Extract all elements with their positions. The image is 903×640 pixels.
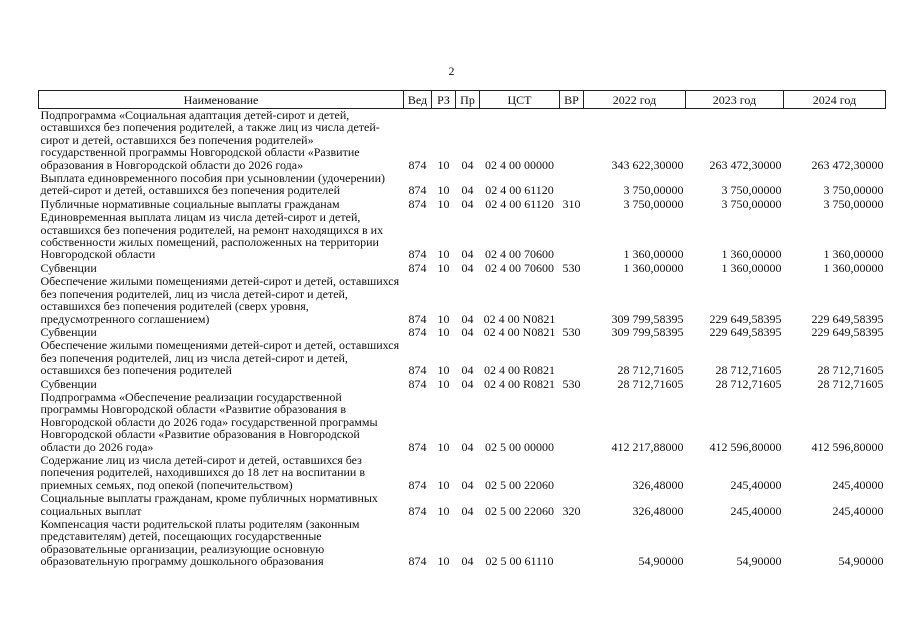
- table-row: [39, 339, 886, 377]
- cell-pr: 04: [461, 554, 474, 569]
- table-row: [39, 198, 886, 211]
- cell-2023: 263 472,30000: [709, 157, 782, 172]
- header-2022: 2022 год: [584, 91, 686, 109]
- cell-rz: 10: [437, 196, 450, 211]
- table-row: [39, 391, 886, 454]
- table-row: [39, 454, 886, 492]
- table-row: [39, 211, 886, 262]
- header-pr: Пр: [456, 91, 480, 109]
- cell-2023: 245,40000: [730, 503, 782, 518]
- cell-2024: 54,90000: [838, 554, 884, 569]
- cell-rz: 10: [437, 157, 450, 172]
- cell-pr: 04: [461, 196, 474, 211]
- cell-vr: 530: [562, 376, 581, 391]
- cell-2022: 3 750,00000: [623, 196, 684, 211]
- cell-vr: 310: [562, 196, 581, 211]
- cell-name: Содержание лиц из числа детей-сирот и детей, оставшихся без попечения родителей, находившихся до 18 лет на воспитании в приемных семьях, под опекой (попечительством): [40, 452, 365, 492]
- cell-2024: 245,40000: [832, 477, 884, 492]
- cell-2024: 412 596,80000: [811, 439, 884, 454]
- cell-2022: 343 622,30000: [611, 157, 684, 172]
- header-2023: 2023 год: [686, 91, 784, 109]
- cell-cst: 02 5 00 22060: [485, 503, 554, 518]
- cell-2022: 412 217,88000: [611, 439, 684, 454]
- cell-vr: [560, 454, 584, 492]
- cell-2023: 3 750,00000: [721, 196, 782, 211]
- cell-name: Обеспечение жилыми помещениями детей-сирот и детей, оставшихся без попечения родителей, лиц из числа детей-сирот и детей, оставшихся без попечения родителей: [40, 338, 400, 378]
- cell-ved: 874: [408, 363, 427, 378]
- cell-name: Компенсация части родительской платы родителям (законным представителям) детей, посещающих государственные образовательные организации, реализующие основную образовательную программу дошкольного образования: [40, 517, 360, 569]
- cell-name: Единовременная выплата лицам из числа детей-сирот и детей, оставшихся без попечения родителей, на ремонт находящихся в их собственности жилых помещений, расположенных на территории Новгородской области: [40, 210, 384, 262]
- cell-pr: 04: [461, 311, 474, 326]
- cell-2022: 1 360,00000: [623, 247, 684, 262]
- cell-2023: 28 712,71605: [715, 363, 782, 378]
- table-row: [39, 492, 886, 518]
- cell-2024: 1 360,00000: [823, 260, 884, 275]
- cell-vr: [560, 109, 584, 173]
- cell-cst: 02 4 00 R0821: [483, 363, 555, 378]
- cell-pr: 04: [461, 260, 474, 275]
- cell-vr: [560, 172, 584, 198]
- cell-ved: 874: [408, 503, 427, 518]
- cell-vr: 320: [562, 503, 581, 518]
- cell-pr: 04: [461, 247, 474, 262]
- cell-2024: 28 712,71605: [817, 363, 884, 378]
- cell-cst: 02 4 00 70600: [485, 260, 554, 275]
- header-rz: РЗ: [432, 91, 456, 109]
- cell-rz: 10: [437, 247, 450, 262]
- header-2024: 2024 год: [784, 91, 886, 109]
- cell-ved: 874: [408, 311, 427, 326]
- budget-table: [38, 90, 886, 569]
- header-cst: ЦСТ: [480, 91, 560, 109]
- cell-vr: [560, 518, 584, 569]
- cell-pr: 04: [461, 503, 474, 518]
- cell-2024: 263 472,30000: [811, 157, 884, 172]
- cell-rz: 10: [437, 376, 450, 391]
- cell-rz: 10: [437, 363, 450, 378]
- table-row: [39, 172, 886, 198]
- cell-cst: 02 4 00 61120: [485, 196, 554, 211]
- cell-2024: 3 750,00000: [823, 196, 884, 211]
- header-name: Наименование: [39, 91, 404, 109]
- page-number: 2: [448, 64, 455, 78]
- cell-name: Публичные нормативные социальные выплаты гражданам: [40, 196, 340, 211]
- cell-2022: 326,48000: [632, 477, 684, 492]
- cell-2023: 1 360,00000: [721, 260, 782, 275]
- cell-rz: 10: [437, 477, 450, 492]
- cell-2022: 1 360,00000: [623, 260, 684, 275]
- cell-name: Субвенции: [40, 376, 97, 391]
- cell-2022: 28 712,71605: [617, 376, 684, 391]
- cell-ved: 874: [408, 554, 427, 569]
- cell-cst: 02 4 00 N0821: [483, 311, 556, 326]
- cell-2022: 28 712,71605: [617, 363, 684, 378]
- cell-2024: 28 712,71605: [817, 376, 884, 391]
- table-row: [39, 378, 886, 391]
- cell-ved: 874: [408, 376, 427, 391]
- cell-2022: 309 799,58395: [611, 324, 684, 339]
- cell-2024: 1 360,00000: [823, 247, 884, 262]
- cell-2022: 309 799,58395: [611, 311, 684, 326]
- cell-vr: [560, 391, 584, 454]
- table-body: [39, 109, 886, 569]
- table-row: [39, 262, 886, 275]
- table-row: [39, 326, 886, 339]
- cell-pr: 04: [461, 363, 474, 378]
- cell-name: Обеспечение жилыми помещениями детей-сирот и детей, оставшихся без попечения родителей, лиц из числа детей-сирот и детей, оставшихся без попечения родителей (сверх уровня, предусмотренного соглашением): [40, 274, 400, 326]
- cell-pr: 04: [461, 324, 474, 339]
- cell-pr: 04: [461, 477, 474, 492]
- cell-vr: 530: [562, 260, 581, 275]
- cell-2023: 3 750,00000: [721, 183, 782, 198]
- cell-ved: 874: [408, 260, 427, 275]
- cell-name: Субвенции: [40, 260, 97, 275]
- cell-2022: 3 750,00000: [623, 183, 684, 198]
- cell-cst: 02 4 00 R0821: [483, 376, 555, 391]
- cell-pr: 04: [461, 183, 474, 198]
- table-header-row: [39, 91, 886, 109]
- cell-ved: 874: [408, 196, 427, 211]
- cell-ved: 874: [408, 439, 427, 454]
- cell-ved: 874: [408, 183, 427, 198]
- cell-2023: 412 596,80000: [709, 439, 782, 454]
- cell-pr: 04: [461, 376, 474, 391]
- cell-2022: 54,90000: [638, 554, 684, 569]
- cell-rz: 10: [437, 324, 450, 339]
- header-vr: ВР: [560, 91, 584, 109]
- cell-cst: 02 4 00 00000: [485, 157, 554, 172]
- cell-ved: 874: [408, 247, 427, 262]
- cell-ved: 874: [408, 477, 427, 492]
- cell-2024: 229 649,58395: [811, 324, 884, 339]
- cell-name: Субвенции: [40, 324, 97, 339]
- cell-cst: 02 5 00 61110: [485, 554, 554, 569]
- cell-2023: 229 649,58395: [709, 311, 782, 326]
- table-row: [39, 275, 886, 326]
- cell-2023: 245,40000: [730, 477, 782, 492]
- cell-2023: 28 712,71605: [715, 376, 782, 391]
- cell-vr: [560, 275, 584, 326]
- cell-ved: 874: [408, 157, 427, 172]
- cell-vr: [560, 211, 584, 262]
- cell-rz: 10: [437, 503, 450, 518]
- table-row: [39, 518, 886, 569]
- cell-name: Подпрограмма «Социальная адаптация детей-сирот и детей, оставшихся без попечения родителей, а также лиц из числа детей-сирот и детей, оставшихся без попечения родителей» государственной программы Новгородской области «Развитие образования в Новгородской области до 2026 года»: [40, 108, 380, 172]
- cell-ved: 874: [408, 324, 427, 339]
- cell-cst: 02 4 00 N0821: [483, 324, 556, 339]
- cell-cst: 02 5 00 00000: [485, 439, 554, 454]
- cell-cst: 02 4 00 70600: [485, 247, 554, 262]
- cell-vr: [560, 339, 584, 377]
- cell-name: Выплата единовременного пособия при усыновлении (удочерении) детей-сирот и детей, оставшихся без попечения родителей: [40, 171, 386, 198]
- cell-2023: 229 649,58395: [709, 324, 782, 339]
- cell-rz: 10: [437, 439, 450, 454]
- cell-2023: 54,90000: [736, 554, 782, 569]
- header-ved: Вед: [404, 91, 432, 109]
- cell-pr: 04: [461, 157, 474, 172]
- cell-cst: 02 4 00 61120: [485, 183, 554, 198]
- cell-cst: 02 5 00 22060: [485, 477, 554, 492]
- table-row: [39, 109, 886, 173]
- cell-rz: 10: [437, 311, 450, 326]
- cell-pr: 04: [461, 439, 474, 454]
- cell-vr: 530: [562, 324, 581, 339]
- cell-2024: 245,40000: [832, 503, 884, 518]
- cell-2024: 3 750,00000: [823, 183, 884, 198]
- cell-name: Социальные выплаты гражданам, кроме публичных нормативных социальных выплат: [40, 491, 378, 518]
- cell-rz: 10: [437, 183, 450, 198]
- cell-rz: 10: [437, 554, 450, 569]
- cell-2023: 1 360,00000: [721, 247, 782, 262]
- cell-2022: 326,48000: [632, 503, 684, 518]
- cell-name: Подпрограмма «Обеспечение реализации государственной программы Новгородской области «Развитие образования в Новгородской области до 2026 года» государственной программы Новгородской области «Развитие образования в Новгородской области до 2026 года»: [40, 389, 378, 454]
- cell-rz: 10: [437, 260, 450, 275]
- cell-2024: 229 649,58395: [811, 311, 884, 326]
